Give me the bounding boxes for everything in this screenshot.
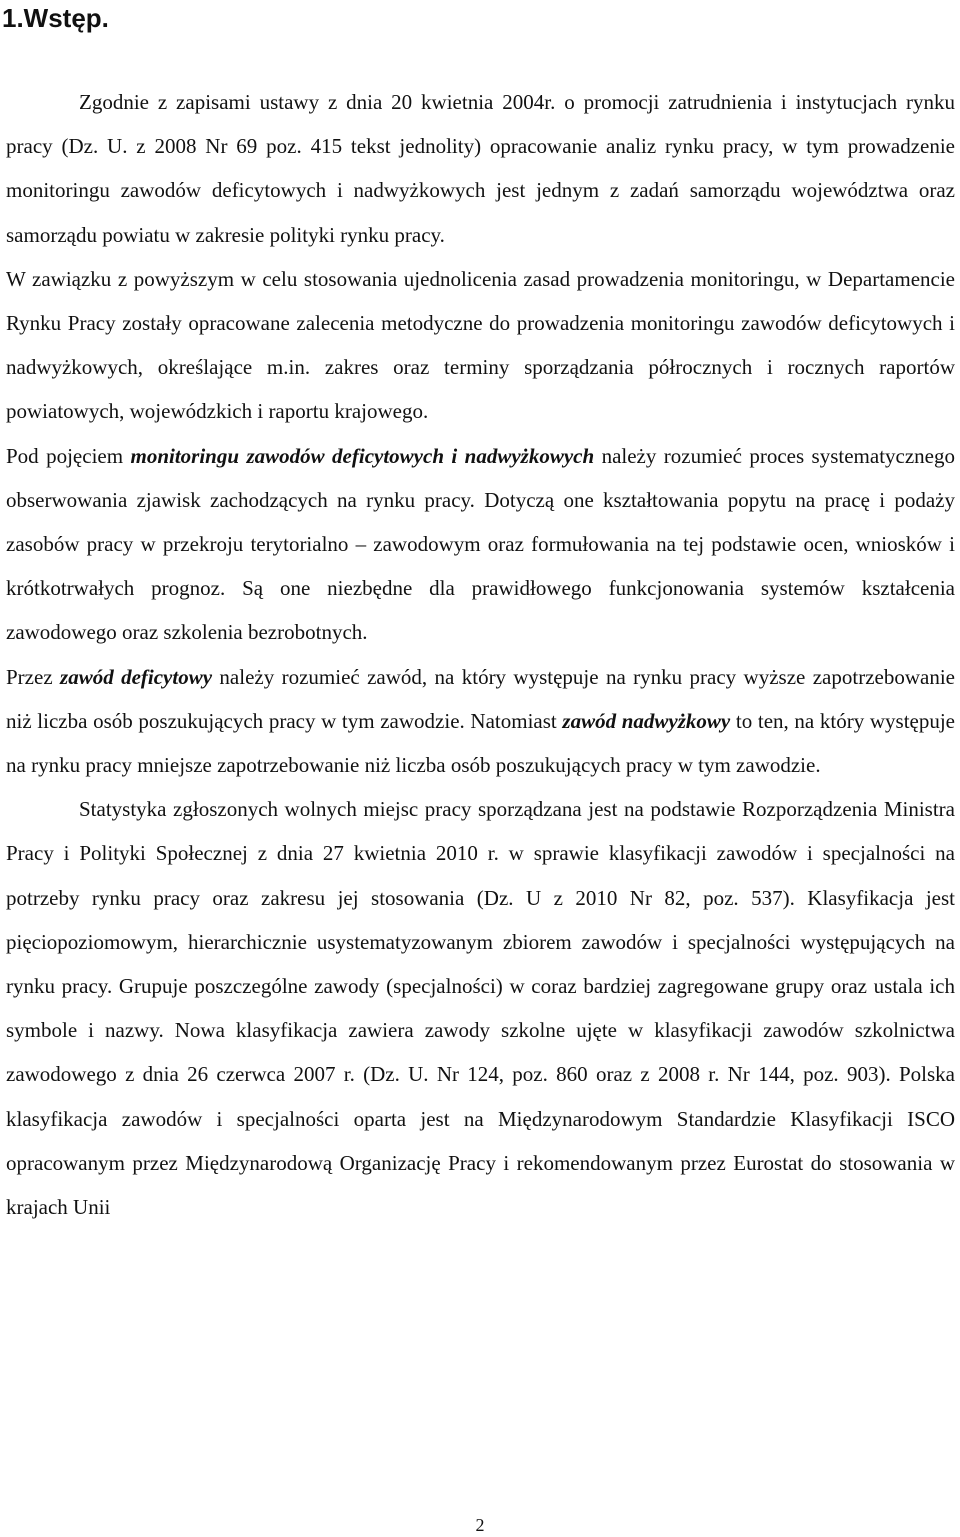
page-number: 2 bbox=[475, 1515, 485, 1535]
paragraph-text: Przez bbox=[6, 664, 61, 689]
document-body bbox=[6, 80, 955, 1229]
term-monitoring: monitoringu zawodów deficytowych i nadwyżkowych bbox=[130, 443, 595, 468]
paragraph-text: należy rozumieć zawód, na który występuje na rynku pracy wyższe zapotrzebowanie niż liczba osób poszukujących pracy w tym zawodzie. Natomiast bbox=[6, 664, 955, 733]
paragraph-deficit-surplus-definition bbox=[6, 655, 955, 788]
paragraph-classification: Statystyka zgłoszonych wolnych miejsc pracy sporządzana jest na podstawie Rozporządzenia Ministra Pracy i Polityki Społecznej z dnia 27 kwietnia 2010 r. w sprawie klasyfikacji zawodów i specjalności na potrzeby rynku pracy oraz zakresu jej stosowania (Dz. U z 2010 Nr 82, poz. 537). Klasyfikacja jest pięciopoziomowym, hierarchicznie usystematyzowanym zbiorem zawodów i specjalności występujących na rynku pracy. Grupuje poszczególne zawody (specjalności) w coraz bardziej zagregowane grupy oraz ustala ich symbole i nazwy. Nowa klasyfikacja zawiera zawody szkolne ujęte w klasyfikacji zawodów szkolnictwa zawodowego z dnia 26 czerwca 2007 r. (Dz. U. Nr 124, poz. 860 oraz z 2008 r. Nr 144, poz. 903). Polska klasyfikacja zawodów i specjalności oparta jest na Międzynarodowym Standardzie Klasyfikacji ISCO opracowanym przez Międzynarodową Organizację Pracy i rekomendowanym przez Eurostat do stosowania w krajach Unii bbox=[6, 797, 955, 1220]
paragraph-legal-basis: Zgodnie z zapisami ustawy z dnia 20 kwietnia 2004r. o promocji zatrudnienia i instytucjach rynku pracy (Dz. U. z 2008 Nr 69 poz. 415 tekst jednolity) opracowanie analiz rynku pracy, w tym prowadzenie monitoringu zawodów deficytowych i nadwyżkowych jest jednym z zadań samorządu województwa oraz samorządu powiatu w zakresie polityki rynku pracy. bbox=[6, 90, 955, 247]
section-heading: 1.Wstęp. bbox=[2, 3, 109, 33]
term-deficit-occupation: zawód deficytowy bbox=[60, 664, 213, 689]
paragraph-text: należy rozumieć proces systematycznego obserwowania zjawisk zachodzących na rynku pracy. Dotyczą one kształtowania popytu na pracę i podaży zasobów pracy w przekroju terytorialno – zawodowym oraz formułowania na tej podstawie ocen, wniosków i krótkotrwałych prognoz. Są one niezbędne dla prawidłowego funkcjonowania systemów kształcenia zawodowego oraz szkolenia bezrobotnych. bbox=[6, 443, 956, 645]
paragraph-monitoring-definition bbox=[6, 434, 955, 655]
term-surplus-occupation: zawód nadwyżkowy bbox=[562, 708, 731, 733]
paragraph-methodology: W zawiązku z powyższym w celu stosowania ujednolicenia zasad prowadzenia monitoringu, w Departamencie Rynku Pracy zostały opracowane zalecenia metodyczne do prowadzenia monitoringu zawodów deficytowych i nadwyżkowych, określające m.in. zakres oraz terminy sporządzania półrocznych i rocznych raportów powiatowych, wojewódzkich i raportu krajowego. bbox=[6, 266, 955, 424]
paragraph-text: to ten, na który występuje na rynku pracy mniejsze zapotrzebowanie niż liczba osób poszukujących pracy w tym zawodzie. bbox=[6, 708, 956, 778]
paragraph-text: Pod pojęciem bbox=[6, 443, 131, 468]
